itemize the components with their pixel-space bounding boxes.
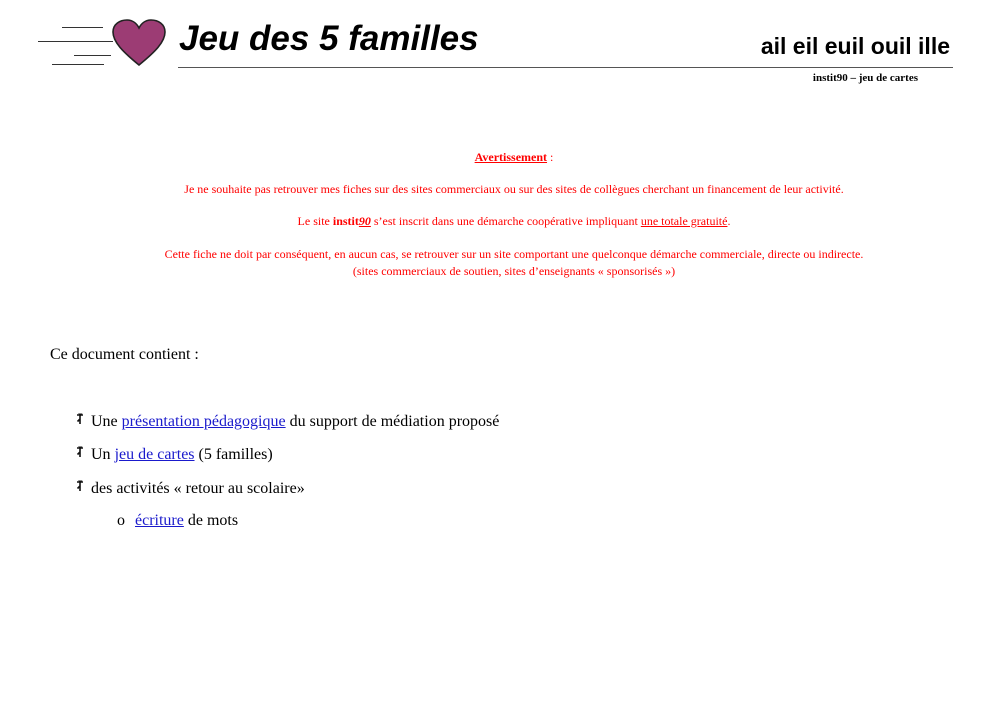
sub-list-marker: o (117, 512, 125, 529)
pushpin-bullet-icon (76, 480, 85, 492)
decor-line-4 (52, 64, 104, 65)
list-item (76, 412, 499, 432)
decor-line-2 (38, 41, 113, 42)
list-item-prefix: Un (91, 446, 115, 463)
sub-list-item-suffix: de mots (183, 512, 239, 529)
header-divider (178, 67, 953, 68)
warning-emphasis: une totale gratuité (640, 214, 728, 228)
presentation-pedagogique-link[interactable]: présentation pédagogique (121, 413, 286, 430)
warning-line-2-middle: s’est inscrit dans une démarche coopérative impliquant (370, 214, 641, 228)
warning-line-3: Cette fiche ne doit par conséquent, en aucun cas, se retrouver sur un site comportant une quelconque démarche commerciale, directe ou indirecte. (164, 247, 864, 261)
site-tagline: instit90 – jeu de cartes (812, 72, 918, 84)
warning-heading-suffix: : (547, 150, 554, 164)
heart-shape (113, 20, 165, 65)
ecriture-link[interactable]: écriture (135, 512, 184, 529)
contents-intro: Ce document contient : (50, 346, 199, 363)
warning-line-1: Je ne souhaite pas retrouver mes fiches sur des sites commerciaux ou sur des sites de collègues cherchant un financement de leur activité. (184, 182, 844, 196)
site-brand: instit (332, 214, 359, 228)
warning-line-2-prefix: Le site (297, 214, 333, 228)
warning-line-2-suffix: . (727, 214, 731, 228)
page-title: Jeu des 5 familles (179, 19, 479, 58)
decor-line-3 (74, 55, 111, 56)
warning-heading (36, 150, 992, 165)
list-item-suffix: du support de médiation proposé (285, 413, 500, 430)
warning-line-2 (36, 214, 992, 229)
heart-icon (111, 19, 167, 67)
warning-line-4: (sites commerciaux de soutien, sites d’enseignants « sponsorisés ») (352, 264, 676, 278)
list-item-text: des activités « retour au scolaire» (91, 480, 305, 497)
pushpin-bullet-icon (76, 446, 85, 458)
sound-families-subtitle: ail eil euil ouil ille (760, 33, 950, 59)
list-item-suffix: (5 familles) (194, 446, 273, 463)
list-item-prefix: Une (91, 413, 122, 430)
list-item (76, 479, 305, 499)
list-item (76, 445, 273, 465)
warning-heading-label: Avertissement (474, 150, 548, 164)
jeu-de-cartes-link[interactable]: jeu de cartes (114, 446, 195, 463)
sub-list-item (117, 511, 238, 531)
site-brand-number: 90 (358, 214, 371, 228)
pushpin-bullet-icon (76, 413, 85, 425)
decor-line-1 (62, 27, 103, 28)
